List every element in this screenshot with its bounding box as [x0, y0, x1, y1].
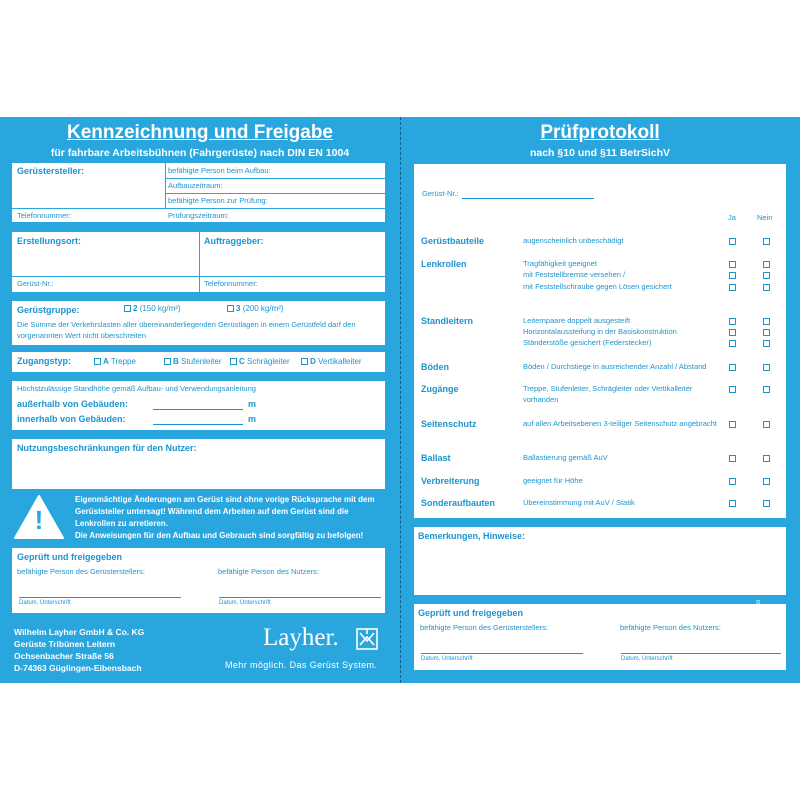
- access-c-checkbox[interactable]: [230, 358, 237, 365]
- user-person-label: befähigte Person des Nutzers:: [218, 567, 319, 576]
- inside-height-label: innerhalb von Gebäuden:: [17, 414, 126, 424]
- castors-no-0[interactable]: [763, 261, 770, 268]
- row-label-castors: Lenkrollen: [421, 259, 467, 269]
- castors-yes-0[interactable]: [729, 261, 736, 268]
- layher-logo-text: Layher.: [263, 624, 339, 651]
- row-item-castors-0: Tragfähigkeit geeignet: [523, 259, 597, 268]
- access-d-text: Vertikalleiter: [318, 357, 362, 366]
- right-user-date-sig: Datum, Unterschrift: [621, 656, 673, 662]
- inspection-period-field[interactable]: Prüfungszeitraum:: [168, 211, 229, 220]
- components-no-0[interactable]: [763, 238, 770, 245]
- ladders-no-2[interactable]: [763, 340, 770, 347]
- manufacturer-date-sig: Datum, Unterschrift: [19, 600, 71, 606]
- warning-line4: Die Anweisungen für den Aufbau und Gebrauch sind sorgfältig zu befolgen!: [75, 531, 364, 540]
- scaffold-no-field[interactable]: Gerüst-Nr.:: [17, 279, 54, 288]
- group-3-checkbox[interactable]: [227, 305, 234, 312]
- decks-no-0[interactable]: [763, 364, 770, 371]
- row-item-decks-0: Böden / Durchstiege in ausreichender Anzahl / Abstand: [523, 362, 707, 371]
- access-d-letter: D: [310, 357, 316, 366]
- row-item-castors-2: mit Feststellschraube gegen Lösen gesichert: [523, 282, 672, 291]
- right-manufacturer-signature-line[interactable]: [421, 653, 583, 654]
- right-manufacturer-person-label: befähigte Person des Gerüsterstellers:: [420, 623, 548, 632]
- layher-emblem-icon: [356, 628, 378, 650]
- col-yes-header: Ja: [728, 213, 736, 222]
- access-c-letter: C: [239, 357, 245, 366]
- castors-no-1[interactable]: [763, 272, 770, 279]
- group-2-checkbox[interactable]: [124, 305, 131, 312]
- row-item-ladders-1: Horizontalaussteifung in der Basiskonstruktion: [523, 327, 677, 336]
- right-user-signature-line[interactable]: [621, 653, 781, 654]
- access-c-text: Schrägleiter: [247, 357, 290, 366]
- ladders-no-1[interactable]: [763, 329, 770, 336]
- inside-height-unit: m: [248, 414, 257, 424]
- manufacturer-person-label: befähigte Person des Gerüsterstellers:: [17, 567, 145, 576]
- user-date-sig: Datum, Unterschrift: [219, 600, 271, 606]
- location-label: Erstellungsort:: [17, 236, 82, 246]
- row-item-guardrail-0: auf allen Arbeitsebenen 3-teiliger Seitenschutz angebracht: [523, 419, 717, 428]
- left-subtitle: für fahrbare Arbeitsbühnen (Fahrgerüste) nach DIN EN 1004: [50, 147, 350, 159]
- right-scaffold-no-label: Gerüst-Nr.:: [422, 189, 459, 198]
- outside-height-unit: m: [248, 399, 257, 409]
- guardrail-yes-0[interactable]: [729, 421, 736, 428]
- group-3-num: 3: [236, 304, 241, 313]
- widening-yes-0[interactable]: [729, 478, 736, 485]
- components-yes-0[interactable]: [729, 238, 736, 245]
- ladders-no-0[interactable]: [763, 318, 770, 325]
- row-label-decks: Böden: [421, 362, 449, 372]
- row-label-access: Zugänge: [421, 384, 459, 394]
- ladders-yes-1[interactable]: [729, 329, 736, 336]
- scaffold-group-label: Gerüstgruppe:: [17, 305, 80, 315]
- client-label: Auftraggeber:: [204, 236, 264, 246]
- access-yes-0[interactable]: [729, 386, 736, 393]
- approval-label: Geprüft und freigegeben: [17, 552, 123, 562]
- remarks-label: Bemerkungen, Hinweise:: [418, 531, 526, 541]
- access-b-letter: B: [173, 357, 179, 366]
- user-signature-line[interactable]: [219, 597, 381, 598]
- manufacturer-signature-line[interactable]: [19, 597, 181, 598]
- outside-height-input[interactable]: [153, 409, 243, 410]
- row-label-ladders: Standleitern: [421, 316, 474, 326]
- access-no-0[interactable]: [763, 386, 770, 393]
- row-item-ladders-0: Leiternpaare doppelt ausgesteift: [523, 316, 631, 325]
- warning-line1: Eigenmächtige Änderungen am Gerüst sind ohne vorige Rücksprache mit dem: [75, 495, 375, 504]
- max-height-heading: Höchstzulässige Standhöhe gemäß Aufbau- und Verwendungsanleitung: [17, 384, 256, 393]
- erection-period-field[interactable]: Aufbauzeitraum:: [168, 181, 223, 190]
- phone-field[interactable]: Telefonnummer:: [17, 211, 71, 220]
- group-2-text: (150 kg/m²): [139, 304, 181, 313]
- company-line3: Ochsenbacher Straße 56: [14, 651, 114, 661]
- row-label-widening: Verbreiterung: [421, 476, 480, 486]
- row-item-special-0: Übereinstimmung mit AuV / Statik: [523, 498, 635, 507]
- form-code: 5344.456 06/2010: [756, 599, 762, 640]
- ballast-yes-0[interactable]: [729, 455, 736, 462]
- ladders-yes-0[interactable]: [729, 318, 736, 325]
- ballast-no-0[interactable]: [763, 455, 770, 462]
- row-item-widening-0: geeignet für Höhe: [523, 476, 583, 485]
- usage-restrictions-label: Nutzungsbeschränkungen für den Nutzer:: [17, 443, 197, 453]
- row-label-guardrail: Seitenschutz: [421, 419, 477, 429]
- castors-yes-2[interactable]: [729, 284, 736, 291]
- access-a-letter: A: [103, 357, 109, 366]
- right-title: Prüfprotokoll: [540, 122, 660, 143]
- inside-height-input[interactable]: [153, 424, 243, 425]
- fold-line: [400, 117, 401, 683]
- row-item-access-1: vorhanden: [523, 395, 559, 404]
- special-no-0[interactable]: [763, 500, 770, 507]
- row-item-ballast-0: Ballastierung gemäß AuV: [523, 453, 608, 462]
- inspector-person-field[interactable]: befähigte Person zur Prüfung:: [168, 196, 268, 205]
- right-approval-label: Geprüft und freigegeben: [418, 608, 524, 618]
- right-user-person-label: befähigte Person des Nutzers:: [620, 623, 721, 632]
- row-item-castors-1: mit Feststellbremse versehen /: [523, 270, 626, 279]
- layher-slogan: Mehr möglich. Das Gerüst System.: [225, 660, 378, 670]
- ladders-yes-2[interactable]: [729, 340, 736, 347]
- warning-line2: Gerüststeller untersagt! Während dem Arbeiten auf dem Gerüst sind die: [75, 507, 349, 516]
- group-3-text: (200 kg/m²): [242, 304, 284, 313]
- row-item-components-0: augenscheinlich unbeschädigt: [523, 236, 624, 245]
- company-line4: D-74363 Güglingen-Eibensbach: [14, 663, 142, 673]
- outside-height-label: außerhalb von Gebäuden:: [17, 399, 129, 409]
- manufacturer-label: Gerüstersteller:: [17, 166, 85, 176]
- access-a-text: Treppe: [110, 357, 136, 366]
- load-note-line2: vorgenannten Wert nicht überschreiten: [17, 331, 147, 340]
- left-title: Kennzeichnung und Freigabe: [66, 122, 333, 143]
- warning-line3: Lenkrollen zu arretieren.: [75, 519, 168, 528]
- special-yes-0[interactable]: [729, 500, 736, 507]
- castors-no-2[interactable]: [763, 284, 770, 291]
- access-a-checkbox[interactable]: [94, 358, 101, 365]
- client-phone-field[interactable]: Telefonnummer:: [204, 279, 258, 288]
- company-line1: Wilhelm Layher GmbH & Co. KG: [14, 627, 145, 637]
- row-label-ballast: Ballast: [421, 453, 451, 463]
- access-b-checkbox[interactable]: [164, 358, 171, 365]
- row-label-components: Gerüstbauteile: [421, 236, 485, 246]
- row-item-ladders-2: Ständerstöße gesichert (Federstecker): [523, 338, 652, 347]
- right-manufacturer-date-sig: Datum, Unterschrift: [421, 656, 473, 662]
- castors-yes-1[interactable]: [729, 272, 736, 279]
- right-subtitle: nach §10 und §11 BetrSichV: [529, 147, 671, 159]
- company-line2: Gerüste Tribünen Leitern: [14, 639, 116, 649]
- warning-symbol: !: [34, 505, 44, 535]
- col-no-header: Nein: [757, 213, 773, 222]
- access-type-label: Zugangstyp:: [17, 356, 71, 366]
- row-item-access-0: Treppe, Stufenleiter, Schrägleiter oder Vertikalleiter: [523, 384, 693, 393]
- decks-yes-0[interactable]: [729, 364, 736, 371]
- right-scaffold-no-input[interactable]: [462, 198, 594, 199]
- access-b-text: Stufenleiter: [181, 357, 222, 366]
- widening-no-0[interactable]: [763, 478, 770, 485]
- load-note-line1: Die Summe der Verkehrslasten aller übereinanderliegenden Gerüstlagen in einem Gerüstfeld darf den: [17, 320, 356, 329]
- group-2-num: 2: [133, 304, 138, 313]
- erector-person-field[interactable]: befähigte Person beim Aufbau:: [168, 166, 271, 175]
- row-label-special: Sonderaufbauten: [421, 498, 496, 508]
- guardrail-no-0[interactable]: [763, 421, 770, 428]
- access-d-checkbox[interactable]: [301, 358, 308, 365]
